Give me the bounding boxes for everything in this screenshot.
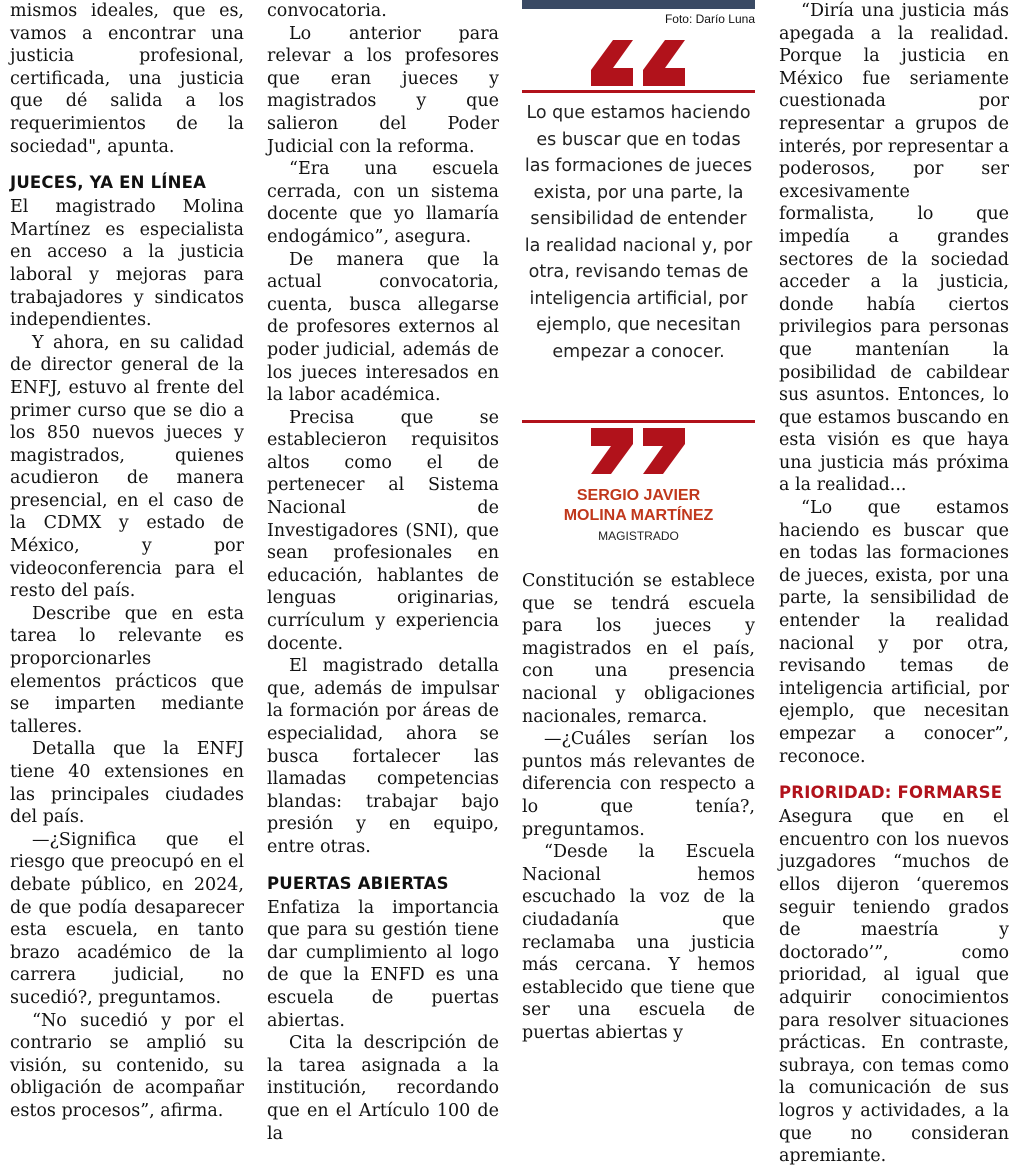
paragraph: Cita la descripción de la tarea asignada a la institución, recordando que en el Artículo 100 de la [267,1033,499,1144]
paragraph: Constitución se establece que se tendrá escuela para los jueces y magistrados en el país, con una presencia nacional y obligaciones nacionales, remarca. [522,571,755,727]
section-heading: JUECES, YA EN LÍNEA [10,173,207,193]
paragraph: “Lo que estamos haciendo es buscar que en todas las formaciones de jueces, exista, por una parte, la sensibilidad de entender la realidad nacional y por otra, revisando temas de inteligencia artificial, por ejemplo, que necesitan empezar a conocer”, reconoce. [779,498,1009,767]
paragraph: Asegura que en el encuentro con los nuevos juzgadores “muchos de ellos dijeron ‘queremos seguir teniendo grados de maestría y doctorado’”, como prioridad, al igual que adquirir conocimientos para resolver situaciones prácticas. En contraste, subraya, con temas como la comunicación de sus logros y actividades, a la que no consideran apremiante. [779,807,1009,1167]
quote-rule-top [522,90,755,93]
pull-quote: Lo que estamos haciendo es buscar que en todas las formaciones de jueces exista, por una parte, la sensibilidad de entender la realidad nacional y, por otra, revisando temas de inteligencia artificial, por ejemplo, que necesitan empezar a conocer. [524,103,753,362]
paragraph: Y ahora, en su calidad de director general de la ENFJ, estuvo al frente del primer curso que se dio a los 850 nuevos jueces y magistrados, quienes acudieron de manera presencial, en el caso de la CDMX y estado de México, y por videoconferencia para el resto del país. [10,332,244,602]
paragraph: mismos ideales, que es, vamos a encontrar una justicia profesional, certificada, una justicia que dé salida a los requerimientos de la sociedad", apunta. [10,1,244,157]
paragraph: Detalla que la ENFJ tiene 40 extensiones en las principales ciudades del país. [10,739,244,828]
quote-byline [522,486,755,544]
paragraph: Describe que en esta tarea lo relevante es proporcionarles elementos prácticos que se imparten mediante talleres. [10,603,244,737]
section-heading: PUERTAS ABIERTAS [267,873,449,893]
paragraph: —¿Cuáles serían los puntos más relevantes de diferencia con respecto a lo que tenía?, preguntamos. [522,729,755,840]
article-column-3 [522,570,755,1043]
paragraph: Lo anterior para relevar a los profesores que eran jueces y magistrados y que salieron del Poder Judicial con la reforma. [267,23,499,157]
byline-role: MAGISTRADO [598,529,679,543]
paragraph: convocatoria. [267,1,387,21]
paragraph: Precisa que se establecieron requisitos altos como el de pertenecer al Sistema Nacional de Investigadores (SNI), que sean profesionales en educación, hablantes de lenguas originarias, currículum y experiencia docente. [267,407,499,654]
article-column-1 [10,0,244,1121]
open-quote-icon [522,40,755,86]
quote-rule-bottom [522,420,755,423]
paragraph: El magistrado Molina Martínez es especialista en acceso a la justicia laboral y mejoras para trabajadores y sindicatos independientes. [10,197,244,331]
byline-name-line-1: SERGIO JAVIER [576,487,701,504]
paragraph: De manera que la actual convocatoria, cuenta, busca allegarse de profesores externos al poder judicial, además de los jueces interesados en la labor académica. [267,249,499,406]
article-column-4 [779,0,1009,1167]
photo-credit: Foto: Darío Luna [664,12,755,26]
section-heading: PRIORIDAD: FORMARSE [779,783,1003,803]
paragraph: “Diría una justicia más apegada a la realidad. Porque la justicia en México fue seriamente cuestionada por representar a grupos de interés, por representar a poderosos, por ser excesivamente formalista, lo que impedía a grandes sectores de la sociedad acceder a la justicia, donde había ciertos privilegios para personas que mantenían la posibilidad de cabildear sus asuntos. Entonces, lo que estamos buscando en esta visión es que haya una justicia más próxima a la realidad... [779,1,1009,496]
paragraph: El magistrado detalla que, además de impulsar la formación por áreas de especialidad, ahora se busca fortalecer las llamadas competencias blandas: trabajar bajo presión y en equipo, entre otras. [267,656,499,857]
paragraph: “Era una escuela cerrada, con un sistema docente que yo llamaría endogámico”, asegura. [267,159,499,247]
article-column-2 [267,0,499,1144]
paragraph: “No sucedió y por el contrario se amplió su visión, su contenido, su obligación de acompañar estos procesos”, afirma. [10,1010,244,1121]
close-quote-icon [522,428,755,474]
photo [522,0,755,9]
paragraph: “Desde la Escuela Nacional hemos escuchado la voz de la ciudadanía que reclamaba una justicia más cercana. Y hemos establecido que tiene que ser una escuela de puertas abiertas y [522,842,755,1043]
paragraph: Enfatiza la importancia que para su gestión tiene dar cumplimiento al logo de que la ENFD es una escuela de puertas abiertas. [267,897,499,1031]
byline-name-line-2: MOLINA MARTÍNEZ [563,507,714,524]
paragraph: —¿Significa que el riesgo que preocupó en el debate público, en 2024, de que podía desaparecer esta escuela, en tanto brazo académico de la carrera judicial, no sucedió?, preguntamos. [10,829,244,1008]
